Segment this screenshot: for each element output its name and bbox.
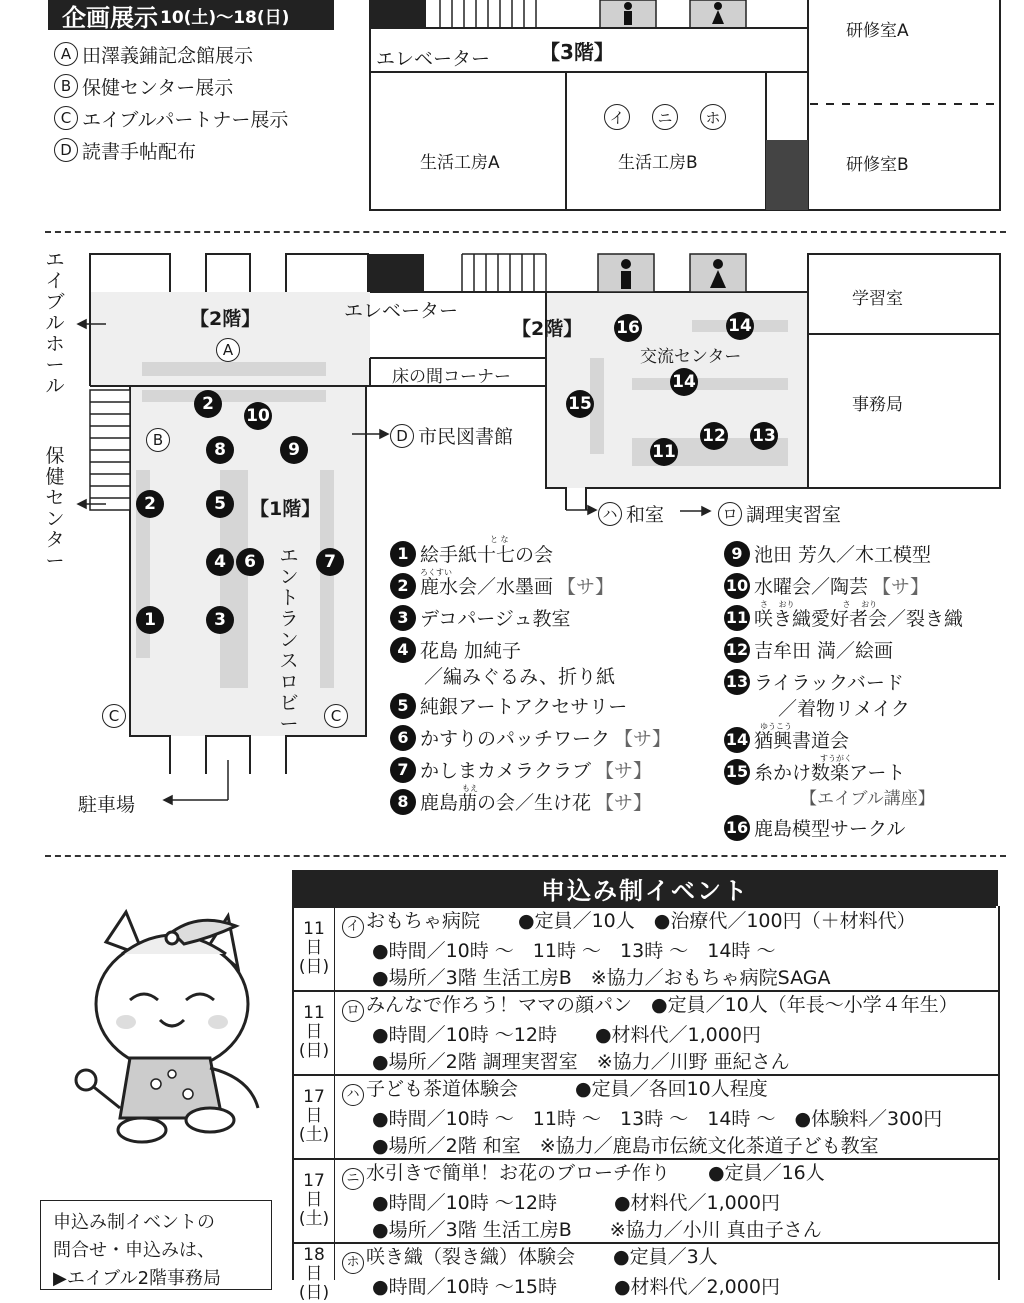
exhibit-dates: 10(土)～18(日) [160, 7, 290, 28]
mark-a-icon: A [54, 42, 78, 66]
event-day-unit: 日 [305, 937, 323, 958]
mark-ho-icon: ホ [342, 1252, 364, 1274]
event-row[interactable] [292, 906, 1000, 992]
legend-number: 8 [390, 789, 416, 815]
floor3-room-a: 生活工房A [420, 153, 500, 173]
study-room: 学習室 [852, 289, 903, 309]
legend-item [724, 572, 929, 599]
event-text: 子ども茶道体験会 ●定員／各回10人程度 [366, 1078, 768, 1100]
legend-item-cont [800, 784, 935, 809]
event-day-unit: 日 [305, 1105, 323, 1126]
event-line-1 [342, 1076, 942, 1106]
legend-number: 1 [390, 541, 416, 567]
event-line-2: ●時間／10時 ～12時 ●材料代／1,000円 [372, 1023, 761, 1046]
floor2-left-title: 【2階】 [190, 308, 261, 330]
booth-marker: 6 [236, 548, 264, 576]
legend-item [724, 814, 905, 841]
legend-text: 糸かけ数楽アート [754, 762, 906, 784]
entrance-lobby: エントランスロビー [279, 545, 299, 735]
booth-marker: 7 [316, 548, 344, 576]
event-dow: (日) [298, 956, 330, 977]
legend-number: 13 [724, 669, 750, 695]
event-day: 17 [303, 1170, 325, 1191]
legend-item [390, 540, 553, 567]
mark-b-icon: B [54, 74, 78, 98]
ruby-14: ゆうこう [760, 722, 792, 731]
event-date [294, 1074, 335, 1158]
mark-ni-icon: ニ [342, 1168, 364, 1190]
legend-item [390, 604, 570, 631]
booth-marker: 3 [206, 606, 234, 634]
mark-ha-icon: ハ [342, 1084, 364, 1106]
floor3-dark-block [370, 0, 426, 28]
legend-number: 4 [390, 637, 416, 663]
event-date [294, 990, 335, 1074]
health-center-label: 保健センター [45, 445, 65, 572]
event-day: 18 [303, 1245, 325, 1265]
legend-item-cont [424, 662, 615, 689]
mark-d-icon: D [54, 138, 78, 162]
event-date [294, 906, 335, 990]
event-row[interactable] [292, 1158, 1000, 1244]
legend-text: 花島 加純子 [420, 640, 522, 662]
legend-sa: 【サ】 [872, 576, 930, 598]
legend-sa: 【サ】 [557, 576, 615, 598]
legend-text: ／編みぐるみ、折り紙 [424, 666, 616, 688]
legend-sa: 【サ】 [595, 792, 653, 814]
legend-number: 12 [724, 637, 750, 663]
exchange-center: 交流センター [640, 347, 742, 367]
booth-marker: 2 [194, 390, 222, 418]
legend-number: 3 [390, 605, 416, 631]
legend-item [390, 724, 671, 751]
event-line-1 [342, 1244, 780, 1274]
floor3-training-a: 研修室A [846, 21, 909, 41]
event-day-unit: 日 [305, 1021, 323, 1042]
legend-number: 5 [390, 693, 416, 719]
booth-marker: 5 [206, 490, 234, 518]
legend-item [390, 756, 652, 783]
event-row[interactable] [292, 990, 1000, 1076]
event-dow: (日) [298, 1040, 330, 1061]
legend-number: 7 [390, 757, 416, 783]
event-line-1 [342, 908, 916, 938]
booth-marker: 11 [650, 438, 678, 466]
exhibit-label: 保健センター展示 [82, 76, 234, 99]
event-line-2: ●時間／10時 ～ 11時 ～ 13時 ～ 14時 ～ [372, 939, 776, 962]
event-line-3: ●場所／2階 調理実習室 ※協力／川野 亜紀さん [372, 1050, 790, 1073]
event-text: 咲き織（裂き織）体験会 ●定員／3人 [366, 1246, 718, 1268]
event-line-1 [342, 1160, 825, 1190]
event-date [294, 1158, 335, 1242]
legend-text: 純銀アートアクセサリー [420, 696, 628, 718]
floor3-elevator: エレベーター [376, 48, 491, 70]
legend-item [390, 788, 652, 815]
floor1-title: 【1階】 [250, 498, 321, 520]
event-line-1 [342, 992, 958, 1022]
floor3-training-b: 研修室B [846, 155, 909, 175]
event-body [342, 1076, 942, 1160]
washitsu-link[interactable] [598, 500, 664, 527]
mark-d-icon: D [390, 424, 414, 448]
legend-text: 水曜会／陶芸 [754, 576, 869, 598]
mark-b-icon: B [146, 428, 170, 452]
booth-marker: 10 [244, 402, 272, 430]
floor3-room-b: 生活工房B [618, 153, 698, 173]
library-link[interactable] [390, 422, 513, 449]
event-line-2: ●時間／10時 ～12時 ●材料代／1,000円 [372, 1191, 780, 1214]
event-date [294, 1242, 335, 1303]
mark-c-icon: C [102, 704, 126, 728]
exhibit-title: 企画展示 [62, 3, 158, 32]
event-body [342, 992, 958, 1076]
legend-text: 吉牟田 満／絵画 [754, 640, 894, 662]
legend-number: 9 [724, 541, 750, 567]
event-day-unit: 日 [305, 1189, 323, 1210]
booth-marker: 15 [566, 390, 594, 418]
divider-1 [45, 231, 1006, 233]
legend-number: 15 [724, 759, 750, 785]
events-title: 申込み制イベント [292, 870, 998, 906]
ruby-8: もえ [462, 784, 478, 793]
elevator-block [368, 254, 424, 292]
event-row[interactable] [292, 1242, 1000, 1303]
office: 事務局 [852, 395, 903, 415]
mark-c-icon: C [54, 106, 78, 130]
mark-ho-icon: ホ [700, 104, 726, 130]
mark-a-icon: A [216, 338, 240, 362]
event-text: みんなで作ろう！ママの顔パン ●定員／10人（年長～小学４年生） [366, 994, 958, 1016]
mascot-illustration [60, 908, 280, 1148]
washitsu-label: 和室 [626, 504, 665, 526]
tokonoma-corner: 床の間コーナー [392, 367, 511, 387]
parking-label: 駐車場 [78, 794, 136, 816]
elevator-label: エレベーター [344, 300, 459, 322]
event-text: 水引きで簡単！お花のブローチ作り ●定員／16人 [366, 1162, 825, 1184]
mark-i-icon: イ [604, 104, 630, 130]
legend-number: 14 [724, 727, 750, 753]
ruby-1: と な [490, 535, 509, 544]
exhibit-label: 読書手帖配布 [82, 140, 197, 163]
event-line-3: ●場所／2階 和室 ※協力／鹿島市伝統文化茶道子ども教室 [372, 1134, 879, 1157]
legend-text: 咲き織愛好者会／裂き織 [754, 608, 964, 630]
booth-marker: 14 [726, 312, 754, 340]
able-hall-label: エイブルホール [45, 249, 65, 397]
legend-item [724, 668, 904, 695]
booth-marker: 4 [206, 548, 234, 576]
event-body [342, 1244, 780, 1301]
booth-marker: 2 [136, 490, 164, 518]
legend-text: 絵手紙十七の会 [420, 544, 554, 566]
event-day: 17 [303, 1086, 325, 1107]
contact-line-3: ▶エイブル2階事務局 [53, 1268, 222, 1289]
event-row[interactable] [292, 1074, 1000, 1160]
legend-text: 鹿島萠の会／生け花 [420, 792, 592, 814]
booth-marker: 16 [614, 314, 642, 342]
legend-item [390, 692, 627, 719]
mark-c-icon: C [324, 704, 348, 728]
booth-marker: 12 [700, 422, 728, 450]
ruby-2: ろくすい [420, 568, 452, 577]
mark-i-icon: イ [342, 916, 364, 938]
legend-text: ／着物リメイク [778, 698, 910, 720]
ruby-15: すうがく [820, 754, 852, 763]
event-day-unit: 日 [305, 1264, 323, 1284]
legend-item [724, 758, 905, 785]
mark-ro-icon: ロ [342, 1000, 364, 1022]
legend-number: 2 [390, 573, 416, 599]
mark-ha-icon: ハ [598, 502, 622, 526]
legend-item-cont [778, 694, 910, 721]
booth-marker: 13 [750, 422, 778, 450]
event-line-3: ●場所／3階 生活工房B ※協力／おもちゃ病院SAGA [372, 966, 831, 989]
legend-text: 【エイブル講座】 [800, 789, 935, 809]
legend-item [390, 636, 521, 663]
event-line-2: ●時間／10時 ～15時 ●材料代／2,000円 [372, 1275, 780, 1298]
exhibit-label: 田澤義鋪記念館展示 [82, 44, 254, 67]
legend-text: かすりのパッチワーク [420, 728, 611, 750]
event-day: 11 [303, 1002, 325, 1023]
legend-sa: 【サ】 [595, 760, 653, 782]
legend-text: ライラックバード [754, 672, 904, 694]
floor3-title: 【3階】 [540, 40, 614, 64]
legend-item [724, 540, 931, 567]
booth-marker: 1 [136, 606, 164, 634]
booth-marker: 14 [670, 368, 698, 396]
legend-text: デコパージュ教室 [420, 608, 571, 630]
legend-number: 11 [724, 605, 750, 631]
legend-text: かしまカメラクラブ [420, 760, 592, 782]
event-day: 11 [303, 918, 325, 939]
event-body [342, 908, 916, 992]
event-dow: (土) [298, 1208, 330, 1229]
booth-marker: 9 [280, 436, 308, 464]
legend-text: 鹿水会／水墨画 [420, 576, 554, 598]
event-body [342, 1160, 825, 1244]
contact-line-1: 申込み制イベントの [53, 1212, 215, 1233]
legend-item [724, 636, 893, 663]
event-dow: (土) [298, 1124, 330, 1145]
cooking-link[interactable] [718, 500, 841, 527]
cooking-label: 調理実習室 [746, 504, 842, 526]
legend-number: 16 [724, 815, 750, 841]
floor2-right-title: 【2階】 [512, 318, 583, 340]
legend-sa: 【サ】 [614, 728, 672, 750]
exhibit-label: エイブルパートナー展示 [82, 108, 289, 131]
divider-2 [45, 855, 1006, 857]
legend-text: 鹿島模型サークル [754, 818, 906, 840]
event-dow: (日) [298, 1283, 330, 1303]
library-label: 市民図書館 [418, 426, 514, 448]
contact-box [40, 1200, 272, 1290]
contact-line-2: 問合せ・申込みは、 [53, 1240, 215, 1261]
ruby-11: さ おり さ おり [760, 600, 878, 609]
floor3-marks [604, 104, 726, 130]
legend-number: 10 [724, 573, 750, 599]
floor3-dark-column [766, 140, 808, 210]
event-line-2: ●時間／10時 ～ 11時 ～ 13時 ～ 14時 ～ ●体験料／300円 [372, 1107, 943, 1130]
legend-text: 猶興書道会 [754, 730, 850, 752]
mark-ni-icon: ニ [652, 104, 678, 130]
event-line-3: ●場所／3階 生活工房B ※協力／小川 真由子さん [372, 1218, 822, 1241]
booth-marker: 8 [206, 436, 234, 464]
legend-text: 池田 芳久／木工模型 [754, 544, 932, 566]
event-text: おもちゃ病院 ●定員／10人 ●治療代／100円（＋材料代） [366, 910, 916, 932]
legend-number: 6 [390, 725, 416, 751]
mark-ro-icon: ロ [718, 502, 742, 526]
